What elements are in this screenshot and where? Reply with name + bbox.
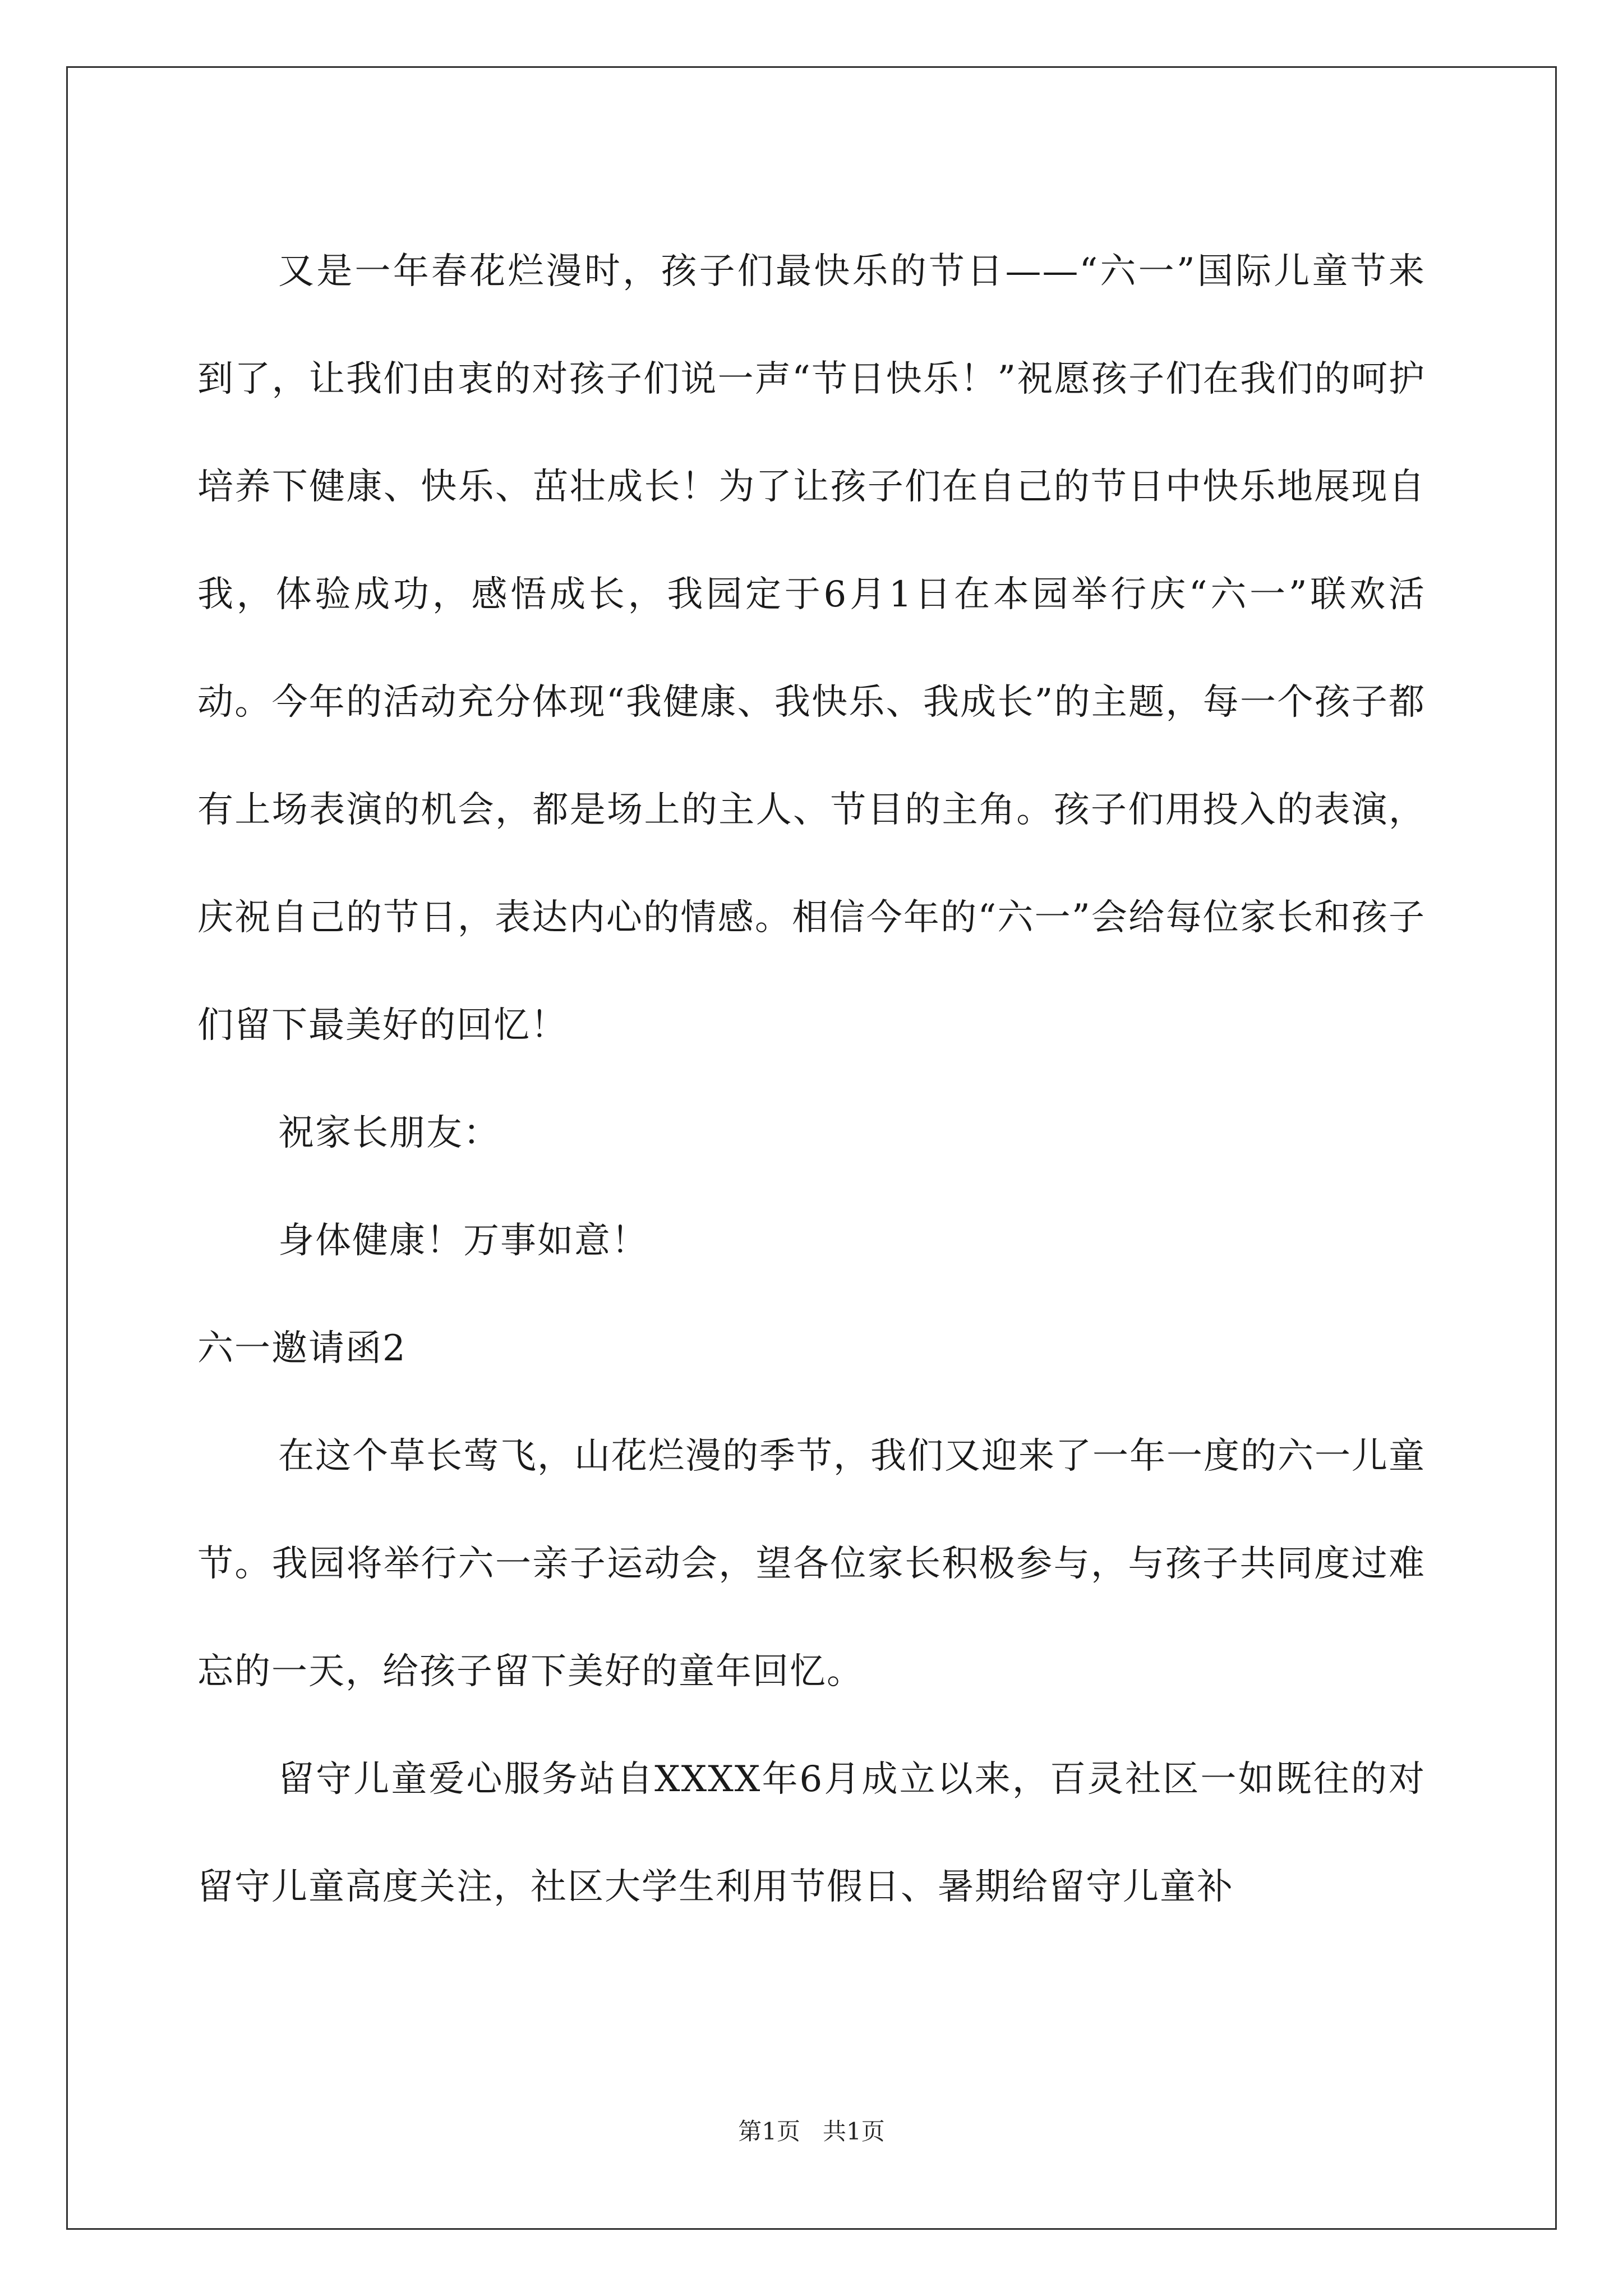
page-number-current: 第1页 — [738, 2118, 800, 2145]
paragraph-invitation-intro: 又是一年春花烂漫时，孩子们最快乐的节日——“六一”国际儿童节来到了，让我们由衷的对孩子们说一声“节日快乐！”祝愿孩子们在我们的呵护培养下健康、快乐、茁壮成长！为了让孩子们在自己的节日中快乐地展现自我，体验成功，感悟成长，我园定于6月1日在本园举行庆“六一”联欢活动。今年的活动充分体现“我健康、我快乐、我成长”的主题，每一个孩子都有上场表演的机会，都是场上的主人、节目的主角。孩子们用投入的表演，庆祝自己的节日，表达内心的情感。相信今年的“六一”会给每位家长和孩子们留下最美好的回忆！ — [197, 251, 1426, 1046]
paragraph-service-station: 留守儿童爱心服务站自XXXX年6月成立以来，百灵社区一如既往的对留守儿童高度关注，社区大学生利用节假日、暑期给留守儿童补 — [197, 1759, 1426, 1908]
section-heading: 六一邀请函2 — [197, 1328, 407, 1369]
paragraph-greeting: 祝家长朋友： — [278, 1112, 500, 1154]
paragraph-wishes: 身体健康！万事如意！ — [278, 1220, 648, 1262]
page-number-total: 共1页 — [823, 2118, 885, 2145]
document-body — [197, 218, 1426, 1941]
page-footer — [0, 2115, 1623, 2148]
paragraph-sports-meet: 在这个草长莺飞，山花烂漫的季节，我们又迎来了一年一度的六一儿童节。我园将举行六一亲子运动会，望各位家长积极参与，与孩子共同度过难忘的一天，给孩子留下美好的童年回忆。 — [197, 1435, 1426, 1692]
